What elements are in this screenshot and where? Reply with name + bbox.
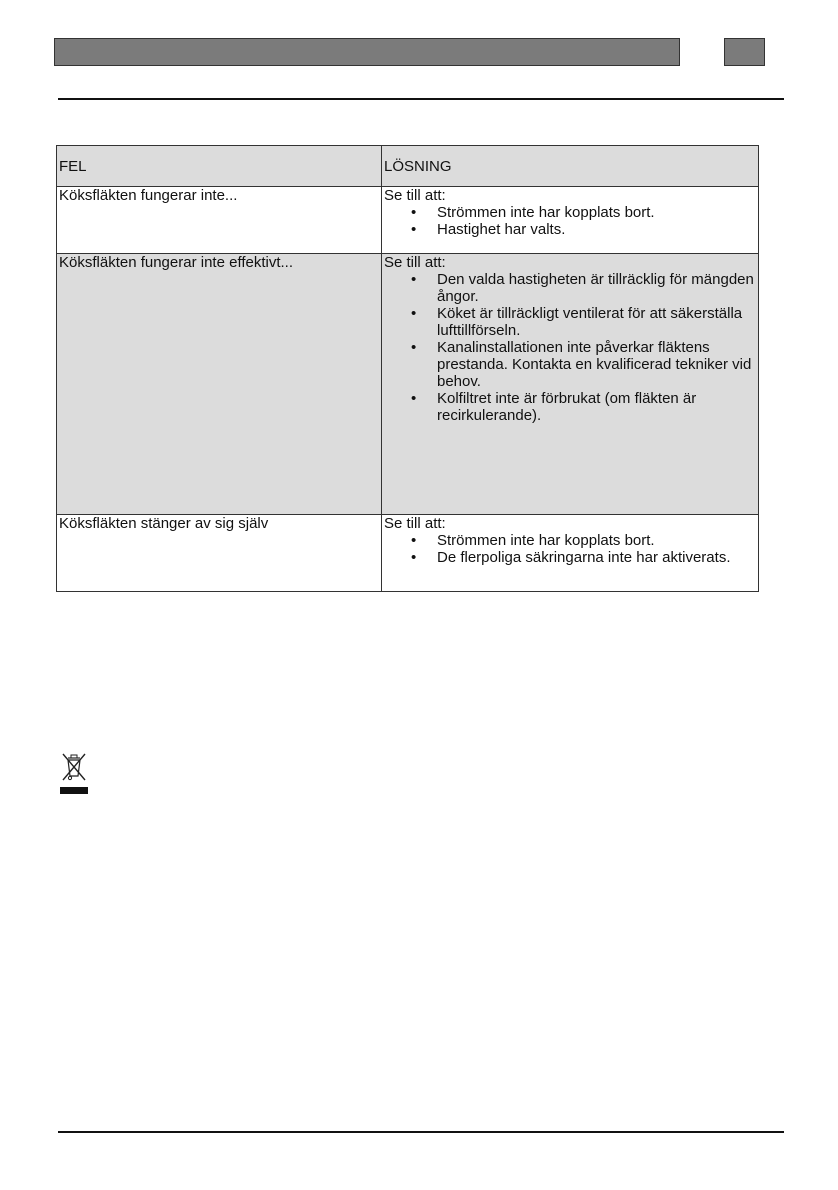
bottom-rule <box>58 1131 784 1133</box>
fault-column-header: FEL <box>57 146 382 187</box>
solution-list <box>384 204 756 238</box>
table-header-row <box>57 146 759 187</box>
solution-item: • Hastighet har valts. <box>437 221 756 238</box>
top-rule <box>58 98 784 100</box>
solution-intro: Se till att: <box>384 187 446 204</box>
troubleshooting-table <box>56 145 759 592</box>
solution-item: • Den valda hastigheten är tillräcklig för mängden ångor. <box>437 271 756 305</box>
solution-item: • Kolfiltret inte är förbrukat (om fläkten är recirkulerande). <box>437 390 756 424</box>
solution-item: • Strömmen inte har kopplats bort. <box>437 532 756 549</box>
solution-intro: Se till att: <box>384 515 446 532</box>
solution-column-header: LÖSNING <box>382 146 759 187</box>
table-row <box>57 515 759 592</box>
solution-list <box>384 532 756 566</box>
solution-item: • Kanalinstallationen inte påverkar fläktens prestanda. Kontakta en kvalificerad tekniker vid behov. <box>437 339 756 390</box>
fault-cell: Köksfläkten stänger av sig själv <box>57 515 382 592</box>
solution-cell <box>382 254 759 515</box>
page-number-box <box>724 38 765 66</box>
solution-item: • Köket är tillräckligt ventilerat för att säkerställa lufttillförseln. <box>437 305 756 339</box>
table-row <box>57 187 759 254</box>
fault-cell: Köksfläkten fungerar inte... <box>57 187 382 254</box>
solution-intro: Se till att: <box>384 254 446 271</box>
solution-cell <box>382 187 759 254</box>
solution-item: • De flerpoliga säkringarna inte har aktiverats. <box>437 549 756 566</box>
crossed-out-wheelie-bin-icon <box>60 752 88 796</box>
fault-cell: Köksfläkten fungerar inte effektivt... <box>57 254 382 515</box>
solution-item: • Strömmen inte har kopplats bort. <box>437 204 756 221</box>
solution-list <box>384 271 756 424</box>
solution-cell <box>382 515 759 592</box>
header-bar <box>54 38 680 66</box>
table-row <box>57 254 759 515</box>
